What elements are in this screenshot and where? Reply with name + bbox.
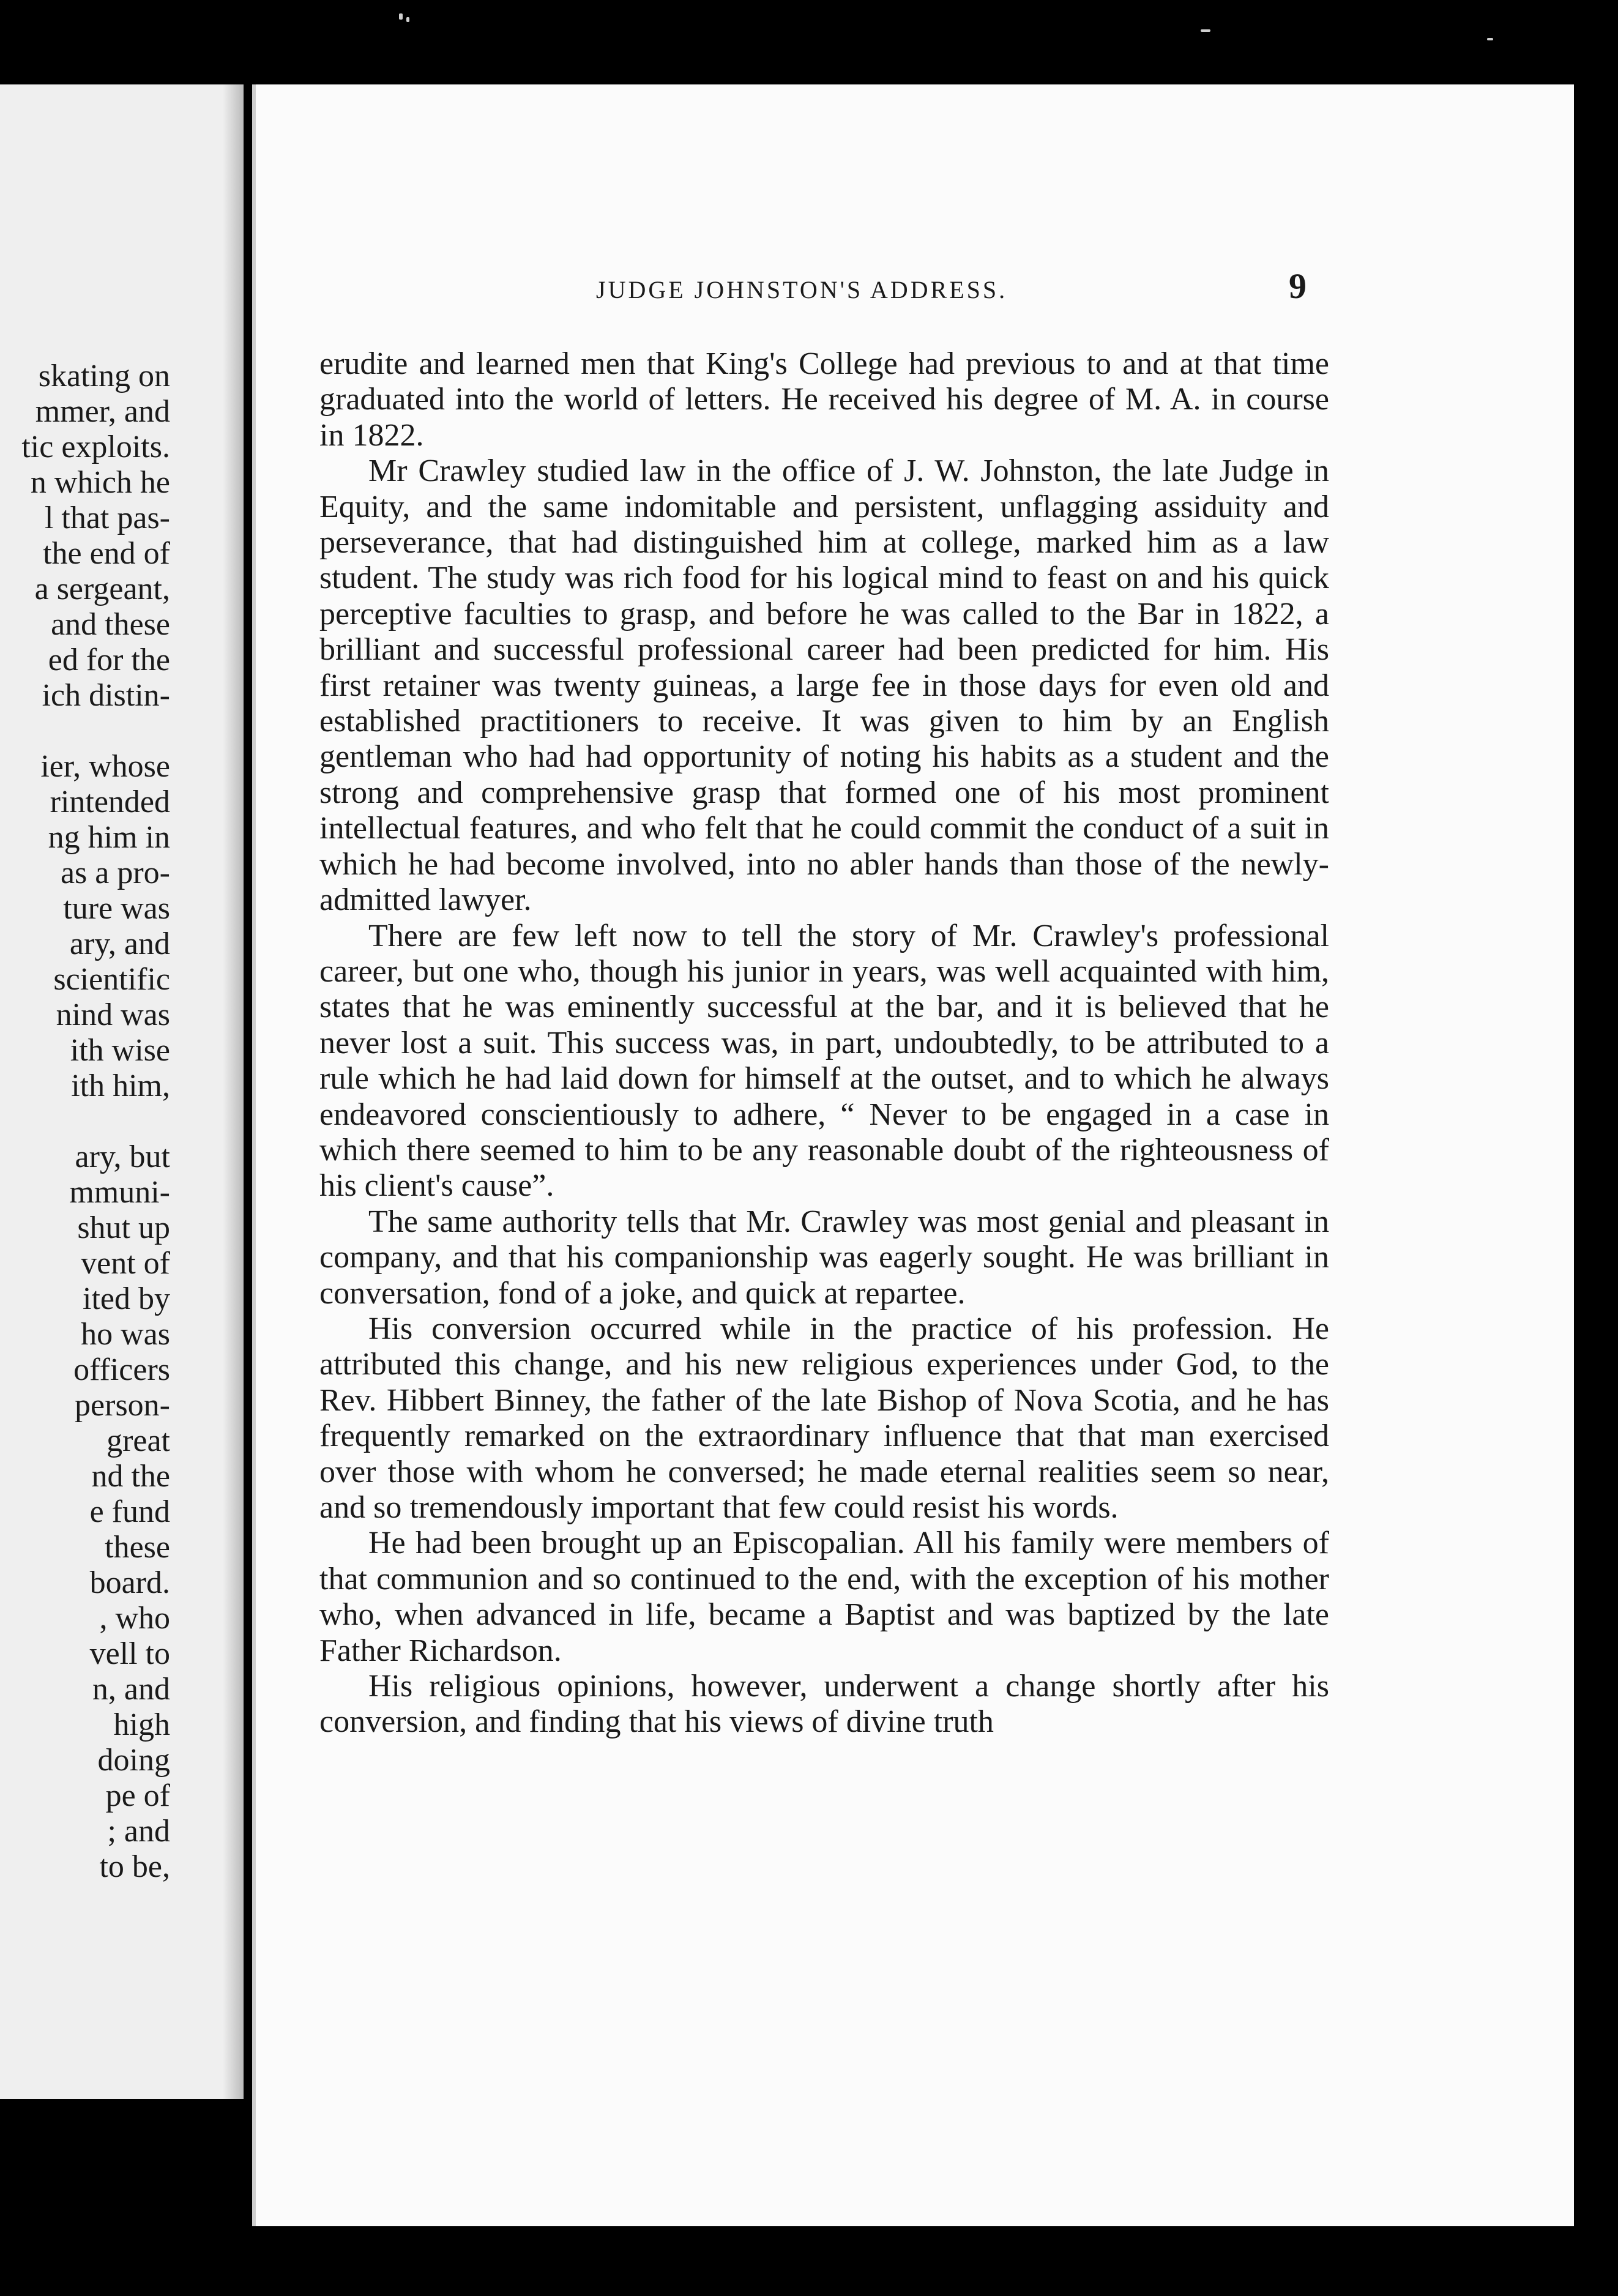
text-line: great — [106, 1423, 170, 1458]
text-line: ed for the — [48, 643, 170, 677]
text-line: ited by — [83, 1281, 170, 1316]
text-line: person- — [75, 1388, 170, 1423]
paragraph: The same authority tells that Mr. Crawley was most genial and pleasant in company, and that his companionship was eagerly sought. He was brilliant in conversation, fond of a joke, and quick at repartee. — [319, 1204, 1329, 1311]
running-head: JUDGE JOHNSTON'S ADDRESS. — [596, 276, 1008, 304]
text-line: ng him in — [48, 820, 170, 855]
text-line: n which he — [30, 465, 170, 500]
text-line: , who — [99, 1601, 170, 1636]
scan-speck — [1487, 38, 1493, 40]
text-line: ho was — [81, 1317, 170, 1352]
previous-page-edge — [0, 84, 244, 2099]
paragraph: His conversion occurred while in the practice of his profession. He attributed this change, and his new religious experiences under God, to the Rev. Hibbert Binney, the father of the late Bishop of Nova Scotia, and he has frequently remarked on the extraordinary influence that that man exercised over those with whom he conversed; he made eternal realities seem so near, and so tremendously important that few could resist his words. — [319, 1311, 1329, 1525]
text-line: these — [105, 1530, 170, 1565]
page-number: 9 — [1289, 266, 1307, 306]
scan-speck — [399, 13, 403, 20]
page-gutter-shadow — [223, 84, 244, 2099]
scan-speck — [1201, 29, 1210, 32]
text-line: rintended — [50, 785, 170, 819]
book-page — [252, 84, 1574, 2226]
text-line: ich distin- — [42, 678, 170, 713]
text-line: officers — [73, 1352, 170, 1387]
paragraph: There are few left now to tell the story of Mr. Crawley's professional career, but one who, though his junior in years, was well acquainted with him, states that he was eminently successful at the bar, and it is believed that he never lost a suit. This success was, in part, undoubtedly, to be attributed to a rule which he had laid down for himself at the outset, and to which he always endeavored conscientiously to adhere, “ Never to be engaged in a case in which there seemed to him to be any reasonable doubt of the righteousness of his client's cause”. — [319, 918, 1329, 1204]
text-line: doing — [97, 1743, 170, 1778]
text-line: shut up — [77, 1210, 170, 1245]
text-line: pe of — [105, 1778, 170, 1813]
text-line: nind was — [56, 997, 170, 1032]
text-line: ier, whose — [40, 749, 170, 784]
text-line: mmer, and — [35, 394, 170, 429]
text-line: scientific — [53, 962, 170, 997]
text-line: a sergeant, — [34, 572, 170, 606]
text-line: ture was — [63, 891, 170, 926]
text-line: tic exploits. — [21, 430, 170, 464]
text-line: board. — [89, 1565, 170, 1600]
scan-artifacts — [0, 0, 1618, 73]
paragraph: erudite and learned men that King's College had previous to and at that time graduated into the world of letters. He received his degree of M. A. in course in 1822. — [319, 346, 1329, 453]
paragraph: Mr Crawley studied law in the office of J. W. Johnston, the late Judge in Equity, and the same indomitable and persistent, unflagging assiduity and perseverance, that had distinguished him at college, marked him as a law student. The study was rich food for his logical mind to feast on and his quick perceptive faculties to grasp, and before he was called to the Bar in 1822, a brilliant and successful professional career had been predicted for him. His first retainer was twenty guineas, a large fee in those days for even old and established practitioners to receive. It was given to him by an English gentleman who had had opportunity of noting his habits as a student and the strong and comprehensive grasp that formed one of his most prominent intellectual features, and who felt that he could commit the conduct of a suit in which he had become involved, into no abler hands than those of the newly-admitted lawyer. — [319, 453, 1329, 918]
text-line: ith wise — [70, 1033, 170, 1068]
text-line: mmuni- — [69, 1175, 170, 1210]
text-line: as a pro- — [60, 855, 170, 890]
text-line: to be, — [99, 1849, 170, 1884]
text-line: l that pas- — [44, 501, 170, 535]
paragraph-gap — [21, 714, 170, 749]
paragraph: He had been brought up an Episcopalian. All his family were members of that communion and so continued to the end, with the exception of his mother who, when advanced in life, became a Baptist and was baptized by the late Father Richardson. — [319, 1526, 1329, 1668]
text-line: ary, but — [75, 1139, 170, 1174]
scan-speck — [406, 17, 409, 22]
text-line: ith him, — [71, 1068, 170, 1103]
body-text — [319, 346, 1329, 1740]
paragraph: His religious opinions, however, underwent a change shortly after his conversion, and finding that his views of divine truth — [319, 1669, 1329, 1740]
text-line: the end of — [43, 536, 170, 571]
text-line: skating on — [38, 359, 170, 393]
text-line: nd the — [91, 1459, 170, 1494]
text-line: e fund — [89, 1494, 170, 1529]
text-line: ary, and — [69, 926, 170, 961]
text-line: vent of — [81, 1246, 170, 1281]
previous-page-text — [21, 359, 170, 1885]
text-line: vell to — [89, 1636, 170, 1671]
paragraph-gap — [21, 1104, 170, 1139]
text-line: n, and — [92, 1672, 170, 1707]
text-line: and these — [51, 607, 170, 642]
text-line: high — [113, 1707, 170, 1742]
text-line: ; and — [107, 1814, 170, 1849]
